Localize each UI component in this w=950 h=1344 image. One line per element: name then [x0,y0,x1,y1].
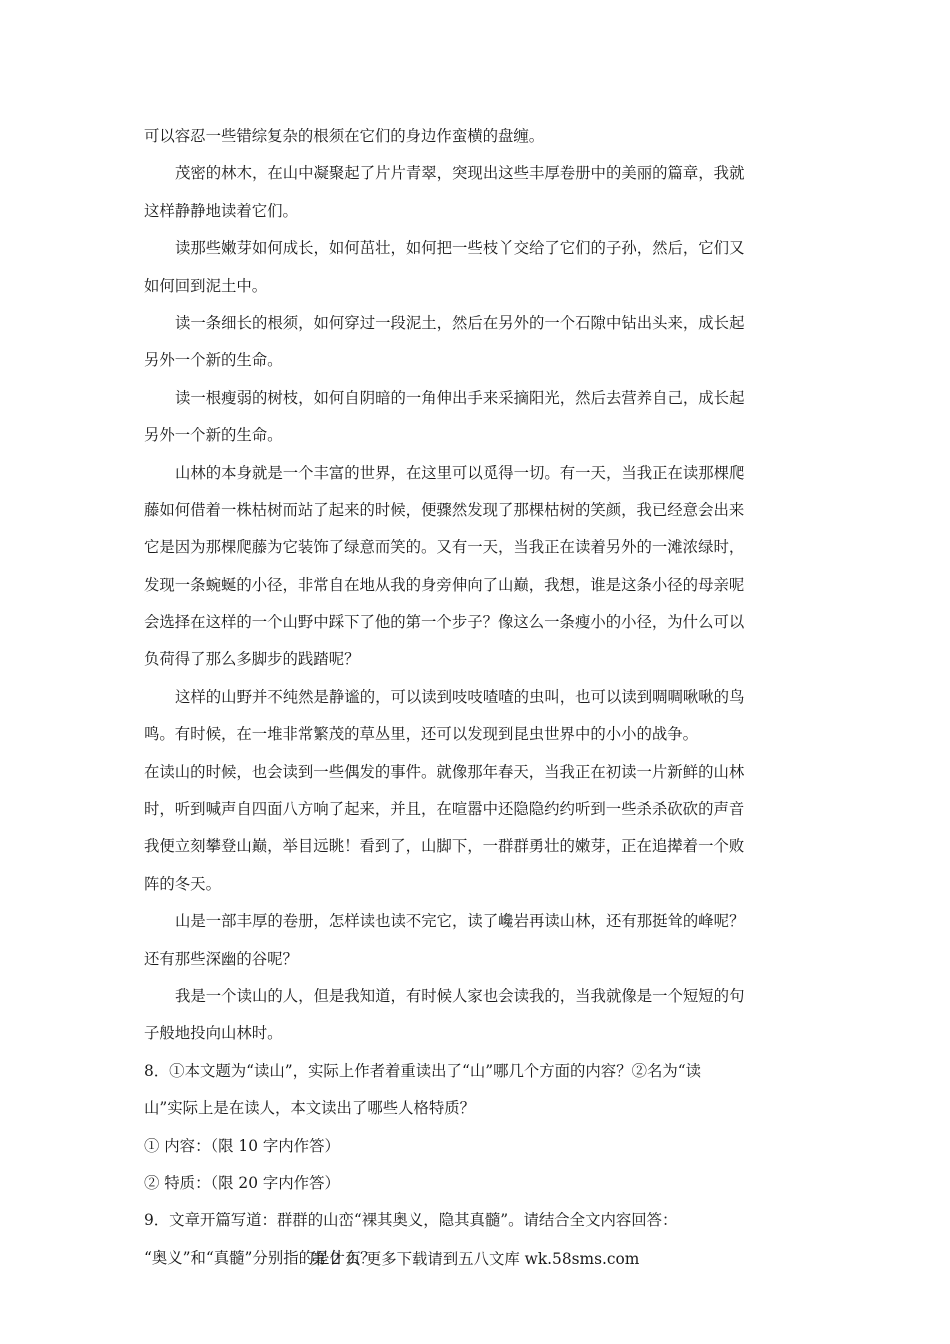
paragraph-start: 读一根瘦弱的树枝，如何自阴暗的一角伸出手来采摘阳光，然后去营养自己，成长起 [175,388,745,407]
question-9: 9．文章开篇写道：群群的山峦“裸其奥义，隐其真髓”。请结合全文内容回答： [144,1211,678,1230]
text-line: 这样静静地读着它们。 [144,201,298,220]
text-line: 阵的冬天。 [144,874,221,893]
question-8: 8．①本文题为“读山”，实际上作者着重读出了“山”哪几个方面的内容？②名为“读 [144,1061,702,1080]
text-line: 时，听到喊声自四面八方响了起来，并且，在喧嚣中还隐隐约约听到一些杀杀砍砍的声音 [144,800,745,819]
text-line: 另外一个新的生命。 [144,351,283,370]
text-line: 另外一个新的生命。 [144,426,283,445]
text-line: 藤如何借着一株枯树而站了起来的时候，便骤然发现了那棵枯树的笑颜，我已经意会出来 [144,500,745,519]
paragraph-start: 在读山的时候，也会读到一些偶发的事件。就像那年春天，当我正在初读一片新鲜的山林 [144,762,745,781]
text-line: 鸣。有时候，在一堆非常繁茂的草丛里，还可以发现到昆虫世界中的小小的战争。 [144,725,699,744]
paragraph-start: 这样的山野并不纯然是静谧的，可以读到吱吱喳喳的虫叫，也可以读到啁啁啾啾的鸟 [175,687,745,706]
paragraph-start: 山是一部丰厚的卷册，怎样读也读不完它，读了巉岩再读山林，还有那挺耸的峰呢？ [175,912,745,931]
text-line: 它是因为那棵爬藤为它装饰了绿意而笑的。又有一天，当我正在读着另外的一滩浓绿时， [144,538,745,557]
question-8-answer-1: ① 内容：（限 10 字内作答） [144,1136,340,1155]
text-line: 发现一条蜿蜒的小径，非常自在地从我的身旁伸向了山巅，我想，谁是这条小径的母亲呢 [144,575,745,594]
paragraph-start: 读那些嫩芽如何成长，如何茁壮，如何把一些枝丫交给了它们的子孙，然后，它们又 [175,239,745,258]
text-line: 会选择在这样的一个山野中踩下了他的第一个步子？像这么一条瘦小的小径，为什么可以 [144,613,745,632]
paragraph-start: 读一条细长的根须，如何穿过一段泥土，然后在另外的一个石隙中钻出头来，成长起 [175,313,745,332]
question-9-cont: “奥义”和“真髓”分别指的是什么？ [144,1248,376,1267]
question-8-cont: 山”实际上是在读人，本文读出了哪些人格特质？ [144,1099,476,1118]
text-line: 负荷得了那么多脚步的践踏呢？ [144,650,360,669]
paragraph-start: 山林的本身就是一个丰富的世界，在这里可以觅得一切。有一天，当我正在读那棵爬 [175,463,745,482]
text-line: 还有那些深幽的谷呢？ [144,949,298,968]
text-line: 子般地投向山林时。 [144,1024,283,1043]
text-line: 可以容忍一些错综复杂的根须在它们的身边作蛮横的盘缠。 [144,127,545,145]
body-text [144,118,812,1277]
paragraph-start: 茂密的林木，在山中凝聚起了片片青翠，突现出这些丰厚卷册中的美丽的篇章，我就 [175,164,745,183]
page-footer: 第 2 页 更多下载请到五八文库 wk.58sms.com [310,1250,640,1268]
text-line: 如何回到泥土中。 [144,276,268,295]
text-line: 我便立刻攀登山巅，举目远眺！看到了，山脚下，一群群勇壮的嫩芽，正在追撵着一个败 [144,837,745,856]
paragraph-start: 我是一个读山的人，但是我知道，有时候人家也会读我的，当我就像是一个短短的句 [175,986,745,1005]
question-8-answer-2: ② 特质：（限 20 字内作答） [144,1173,340,1192]
